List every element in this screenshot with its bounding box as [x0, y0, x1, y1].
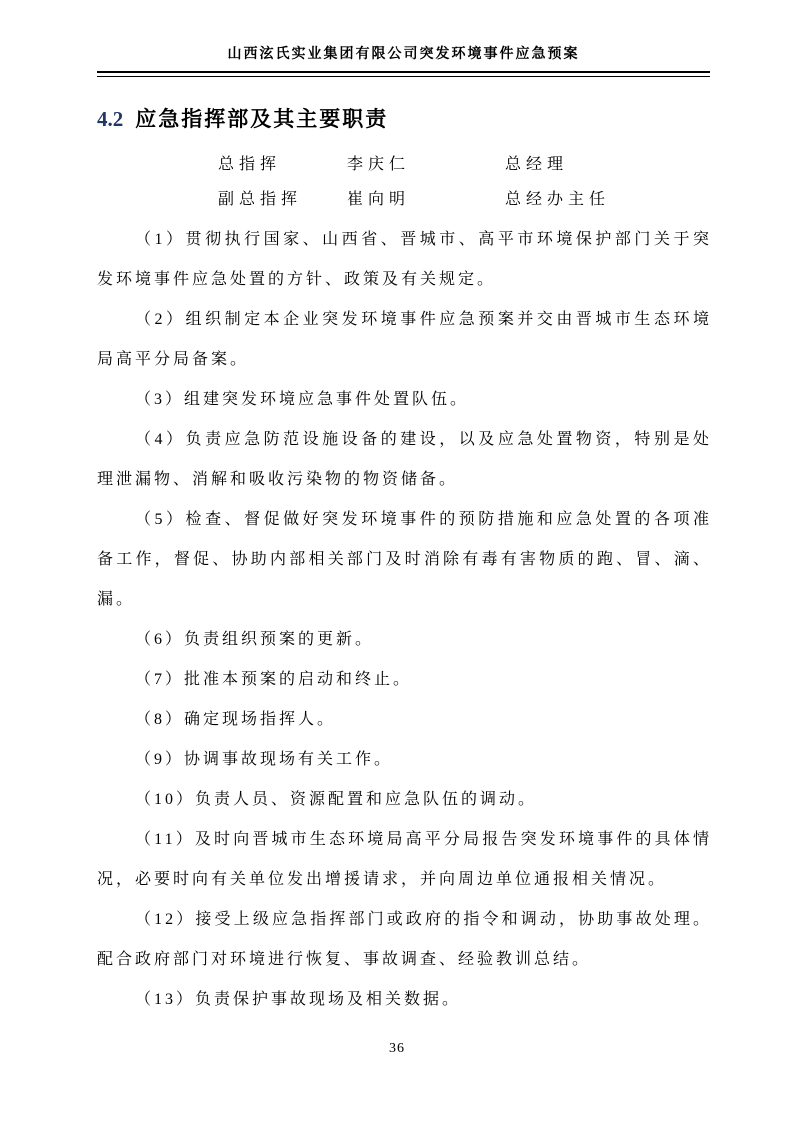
duty-item-1: （1）贯彻执行国家、山西省、晋城市、高平市环境保护部门关于突发环境事件应急处置的方针、政策及有关规定。 — [97, 231, 712, 288]
roster-role: 总指挥 — [218, 156, 282, 173]
roster-position: 总经办主任 — [505, 191, 611, 208]
roster-row-chief — [97, 147, 712, 182]
section-title-text: 应急指挥部及其主要职责 — [135, 107, 389, 131]
roster-name: 李庆仁 — [347, 156, 411, 173]
duty-item-11: （11）及时向晋城市生态环境局高平分局报告突发环境事件的具体情况，必要时向有关单位发出增援请求，并向周边单位通报相关情况。 — [97, 831, 712, 888]
roster-role: 副总指挥 — [218, 191, 303, 208]
duty-item-9: （9）协调事故现场有关工作。 — [135, 751, 394, 768]
duty-item-6: （6）负责组织预案的更新。 — [135, 631, 375, 648]
duty-item-13: （13）负责保护事故现场及相关数据。 — [135, 991, 462, 1008]
duty-item-7: （7）批准本预案的启动和终止。 — [135, 671, 413, 688]
duty-item-4: （4）负责应急防范设施设备的建设，以及应急处置物资，特别是处理泄漏物、消解和吸收污染物的物资储备。 — [97, 431, 712, 488]
duty-item-8: （8）确定现场指挥人。 — [135, 711, 337, 728]
duty-item-2: （2）组织制定本企业突发环境事件应急预案并交由晋城市生态环境局高平分局备案。 — [97, 311, 712, 368]
header-title: 山西泫氏实业集团有限公司突发环境事件应急预案 — [227, 47, 580, 62]
header-double-rule — [97, 71, 710, 77]
content-area — [97, 104, 712, 1020]
roster-position: 总经理 — [505, 156, 569, 173]
section-number: 4.2 — [97, 107, 124, 131]
duty-list — [97, 220, 712, 1020]
roster-row-deputy — [97, 182, 712, 217]
duty-item-5: （5）检查、督促做好突发环境事件的预防措施和应急处置的各项准备工作，督促、协助内部相关部门及时消除有毒有害物质的跑、冒、滴、漏。 — [97, 511, 712, 608]
duty-item-3: （3）组建突发环境应急事件处置队伍。 — [135, 391, 470, 408]
duty-item-12: （12）接受上级应急指挥部门或政府的指令和调动，协助事故处理。配合政府部门对环境进行恢复、事故调查、经验教训总结。 — [97, 911, 712, 968]
section-title — [97, 104, 712, 134]
command-roster — [97, 147, 712, 217]
duty-item-10: （10）负责人员、资源配置和应急队伍的调动。 — [135, 791, 538, 808]
roster-name: 崔向明 — [347, 191, 411, 208]
page-header — [97, 45, 710, 77]
page-number: 36 — [389, 1041, 405, 1056]
